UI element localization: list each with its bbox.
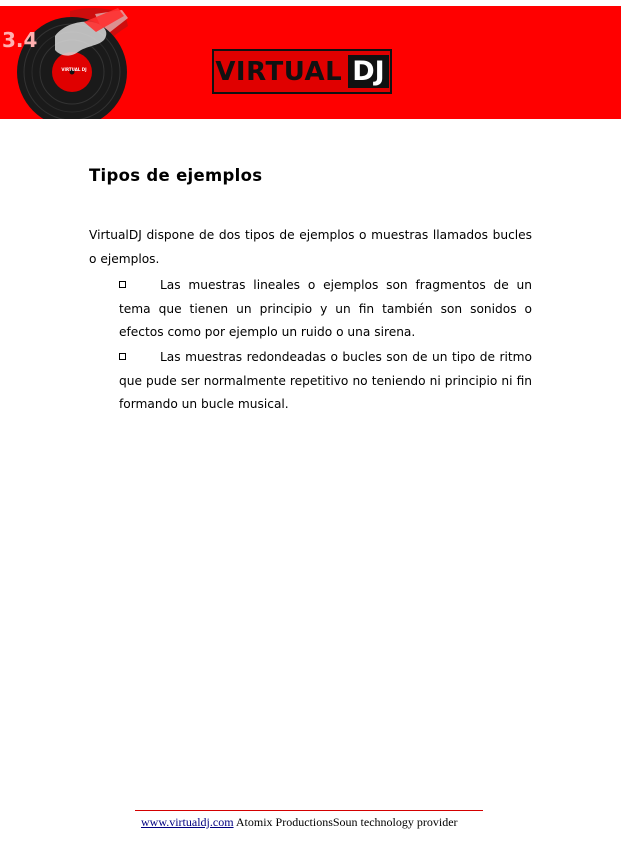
virtualdj-logo	[212, 49, 392, 94]
document-body	[89, 166, 532, 411]
footer-divider	[135, 810, 483, 811]
record-label-text: VIRTUAL DJ	[61, 67, 87, 72]
page-title: Tipos de ejemplos	[89, 166, 263, 185]
list-item	[119, 346, 532, 417]
website-link[interactable]: www.virtualdj.com	[141, 815, 234, 829]
list-item-text: Las muestras redondeadas o bucles son de un tipo de ritmo que pude ser normalmente repetitivo no teniendo ni principio ni fin formando un bucle musical.	[119, 350, 532, 411]
page-header	[0, 6, 621, 119]
version-badge: 3.4	[2, 28, 38, 52]
logo-dj-text: DJ	[348, 55, 388, 88]
checkbox-bullet-icon	[119, 281, 126, 288]
list-item	[119, 274, 532, 345]
vinyl-record-logo	[0, 6, 135, 119]
logo-virtual-text: VIRTUAL	[215, 56, 343, 87]
list-item-text: Las muestras lineales o ejemplos son fragmentos de un tema que tienen un principio y un fin también son sonidos o efectos como por ejemplo un ruido o una sirena.	[119, 278, 532, 339]
footer-credit: Atomix ProductionsSoun technology provider	[233, 815, 458, 829]
intro-paragraph: VirtualDJ dispone de dos tipos de ejemplos o muestras llamados bucles o ejemplos.	[89, 228, 532, 266]
page-footer	[141, 815, 491, 830]
checkbox-bullet-icon	[119, 353, 126, 360]
